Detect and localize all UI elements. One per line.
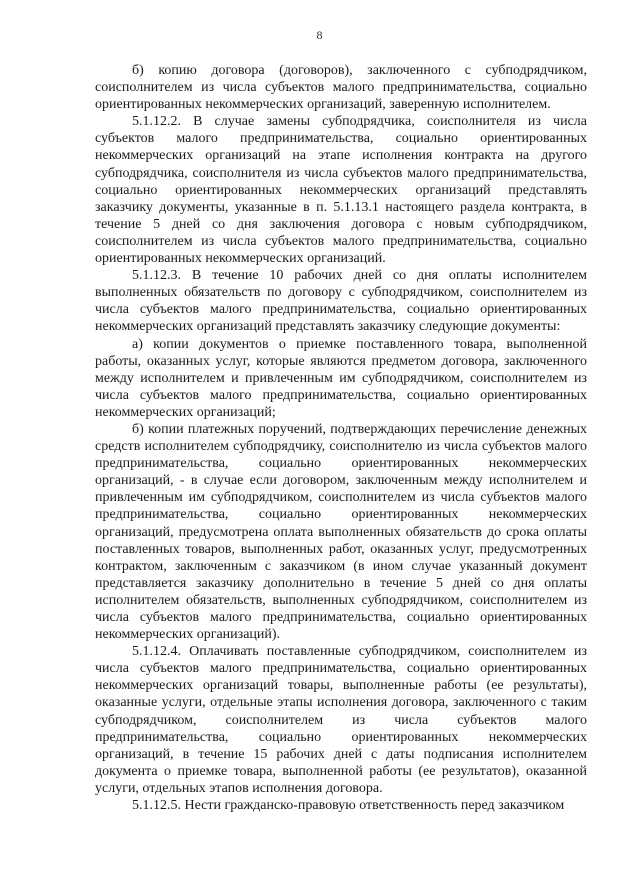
- paragraph-5-1-12-2: 5.1.12.2. В случае замены субподрядчика, соисполнителя из числа субъектов малого предпринимательства, социально ориентированных некоммерческих организаций на этапе исполнения контракта на другого субподрядчика, соисполнителя из числа субъектов малого предпринимательства, социально ориентированных некоммерческих организаций представлять заказчику документы, указанные в п. 5.1.13.1 настоящего раздела контракта, в течение 5 дней со дня заключения договора с новым субподрядчиком, соисполнителем из числа субъектов малого предпринимательства, социально ориентированных некоммерческих организаций.: [95, 114, 587, 267]
- paragraph-5-1-12-3: 5.1.12.3. В течение 10 рабочих дней со дня оплаты исполнителем выполненных обязательств по договору с субподрядчиком, соисполнителем из числа субъектов малого предпринимательства, социально ориентированных некоммерческих организаций представлять заказчику следующие документы:: [95, 268, 587, 335]
- page-number: 8: [316, 28, 323, 42]
- paragraph-5-1-12-4: 5.1.12.4. Оплачивать поставленные субподрядчиком, соисполнителем из числа субъектов малого предпринимательства, социально ориентированных некоммерческих организаций товары, выполненные работы (ее результаты), оказанные услуги, отдельные этапы исполнения договора, заключенного с таким субподрядчиком, соисполнителем из числа субъектов малого предпринимательства, социально ориентированных некоммерческих организаций, в течение 15 рабочих дней с даты подписания исполнителем документа о приемке товара, выполненной работы (ее результатов), оказанной услуги, отдельных этапов исполнения договора.: [95, 644, 587, 796]
- document-body: [95, 62, 587, 814]
- paragraph-item-a: а) копии документов о приемке поставленного товара, выполненной работы, оказанных услуг, которые являются предметом договора, заключенного между исполнителем и привлеченным им субподрядчиком, соисполнителем из числа субъектов малого предпринимательства, социально ориентированных некоммерческих организаций;: [95, 336, 587, 420]
- paragraph-5-1-12-5: 5.1.12.5. Нести гражданско-правовую ответственность перед заказчиком: [132, 798, 565, 814]
- paragraph-contract-copy: б) копию договора (договоров), заключенного с субподрядчиком, соисполнителем из числа субъектов малого предпринимательства, социально ориентированных некоммерческих организаций, заверенную исполнителем.: [95, 63, 587, 113]
- paragraph-item-b: б) копии платежных поручений, подтверждающих перечисление денежных средств исполнителем субподрядчику, соисполнителю из числа субъектов малого предпринимательства, социально ориентированных некоммерческих организаций, - в случае если договором, заключенным между исполнителем и привлеченным им субподрядчиком, соисполнителем из числа субъектов малого предпринимательства, социально ориентированных некоммерческих организаций, предусмотрена оплата выполненных обязательств до срока оплаты поставленных товаров, выполненных работ, оказанных услуг, предусмотренных контрактом, заключенным с заказчиком (в ином случае указанный документ представляется заказчику дополнительно в течение 5 дней со дня оплаты исполнителем обязательств, выполненных субподрядчиком, соисполнителем из числа субъектов малого предпринимательства, социально ориентированных некоммерческих организаций).: [95, 421, 587, 643]
